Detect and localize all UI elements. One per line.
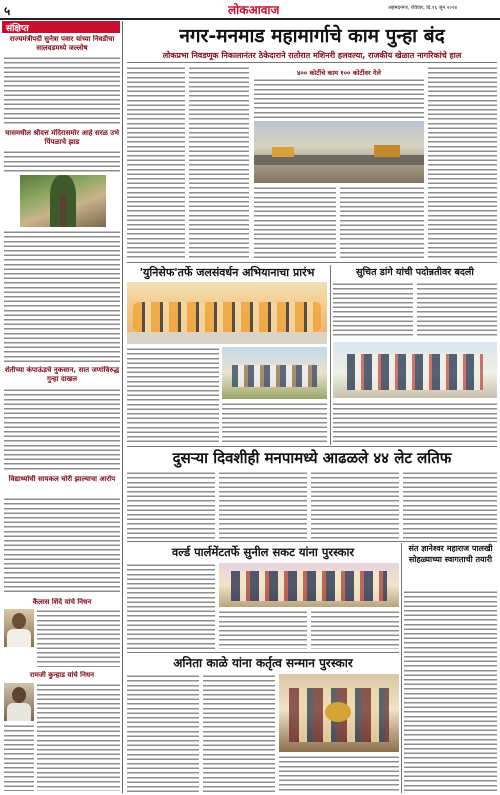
- page-number: ५: [4, 4, 11, 18]
- sidebar-news-body: [4, 497, 120, 595]
- award-body: [311, 610, 399, 649]
- lead-body-column: [127, 66, 185, 260]
- latif-body: [219, 471, 307, 539]
- obituary-photo: [4, 683, 34, 721]
- palkhi-headline: संत ज्ञानेश्वर महाराज पालखी सोहळ्याच्या स्वागताची तयारी: [408, 544, 493, 564]
- transfer-body: [417, 282, 497, 338]
- anita-headline: अनिता काळे यांना कर्तृत्व सन्मान पुरस्कार: [173, 656, 353, 670]
- section-rule: [127, 262, 497, 263]
- lead-body-column: [428, 66, 497, 260]
- sidebar-headline: शेतीच्या कंपाऊंडचे नुकसान, सात जणांविरुद्ध गुन्हा दाखल: [4, 366, 120, 383]
- sidebar-divider: [122, 21, 123, 793]
- section-rule: [127, 446, 497, 447]
- sidebar-headline: रामजी कुन्हाड यांचे निधन: [29, 671, 95, 679]
- sidebar-section-label: संक्षिप्त: [6, 24, 29, 34]
- sidebar-headline: राज्यमंत्रीपदी सुनेत्रा पवार यांच्या निवडीचा सालवडमध्ये जल्लोष: [9, 35, 115, 52]
- lead-inset-body: [254, 78, 424, 118]
- column-divider: [330, 265, 331, 445]
- temple-tree-photo: [20, 175, 106, 227]
- sidebar-section-bar: [2, 21, 120, 33]
- obituary-photo: [4, 609, 34, 647]
- anita-body: [203, 674, 275, 793]
- highway-construction-photo: [254, 121, 424, 183]
- latif-headline: दुसऱ्या दिवशीही मनपामध्ये आढळले ४४ लेट लतिफ: [172, 449, 452, 467]
- sidebar-news-body: [37, 609, 120, 667]
- transfer-body: [333, 402, 497, 443]
- yoga-headline: 'युनिसेफ'तर्फे जलसंवर्धन अभियानाचा प्रारंभ: [139, 266, 315, 279]
- award-ceremony-photo: [219, 563, 399, 607]
- transfer-ceremony-photo: [333, 342, 497, 398]
- sidebar-headline: चासमधील श्रीदत्त मंदिरासमोर आहे सरळ उभे पिंपळाचे झाड: [4, 129, 120, 146]
- sidebar-news-body: [4, 230, 120, 362]
- yoga-body: [222, 402, 327, 443]
- transfer-body: [333, 282, 413, 338]
- latif-body: [127, 471, 215, 539]
- newspaper-brand: लोकआवाज: [228, 3, 280, 17]
- anita-body: [279, 755, 399, 793]
- yoga-body: [127, 347, 219, 443]
- sidebar-news-body: [37, 683, 120, 791]
- sidebar-news-body: [4, 724, 34, 791]
- masthead-rule: [0, 18, 500, 20]
- sidebar-headline: कैलास शिंदे यांचे निधन: [32, 598, 92, 606]
- sidebar-news-body: [4, 150, 120, 172]
- lead-body-column: [340, 186, 424, 260]
- lead-headline: नगर-मनमाड महामार्गाचे काम पुन्हा बंद: [179, 25, 445, 47]
- award-body: [127, 563, 215, 649]
- water-campaign-photo: [222, 347, 327, 399]
- award-headline: वर्ल्ड पार्लमेंटतर्फे सुनील सकट यांना पुरस्कार: [171, 545, 355, 559]
- lead-body-column: [254, 186, 336, 260]
- palkhi-body: [404, 590, 497, 793]
- sidebar-news-body: [4, 56, 120, 126]
- award-body: [219, 610, 307, 649]
- anita-award-photo: [279, 674, 399, 752]
- yoga-group-photo: [127, 282, 327, 344]
- lead-subheadline: लोकप्रभा निवडणूक निकालानंतर ठेकेदाराने रातोरात मशिनरी हलवल्या, राजकीय खेळात नागरिकांचे हाल: [162, 51, 462, 60]
- lead-inset-caption: ४०० कोटींचे काम १०० कोटींवर गेले: [297, 69, 381, 77]
- latif-body: [403, 471, 497, 539]
- anita-body: [127, 674, 199, 793]
- latif-body: [311, 471, 399, 539]
- sidebar-news-body: [4, 388, 120, 472]
- section-rule: [127, 652, 399, 653]
- lead-rule: [127, 62, 497, 63]
- transfer-headline: सुचित डांगे यांची पदोन्नतीवर बदली: [356, 267, 474, 278]
- sidebar-headline: विद्यार्थ्याची सायकल चोरी झाल्याचा आरोप: [8, 475, 116, 483]
- lead-body-column: [189, 66, 249, 260]
- column-divider: [401, 543, 402, 793]
- dateline: अहमदनगर, रविवार, दि.१६ जून २०२४: [388, 5, 458, 11]
- section-rule: [127, 541, 497, 542]
